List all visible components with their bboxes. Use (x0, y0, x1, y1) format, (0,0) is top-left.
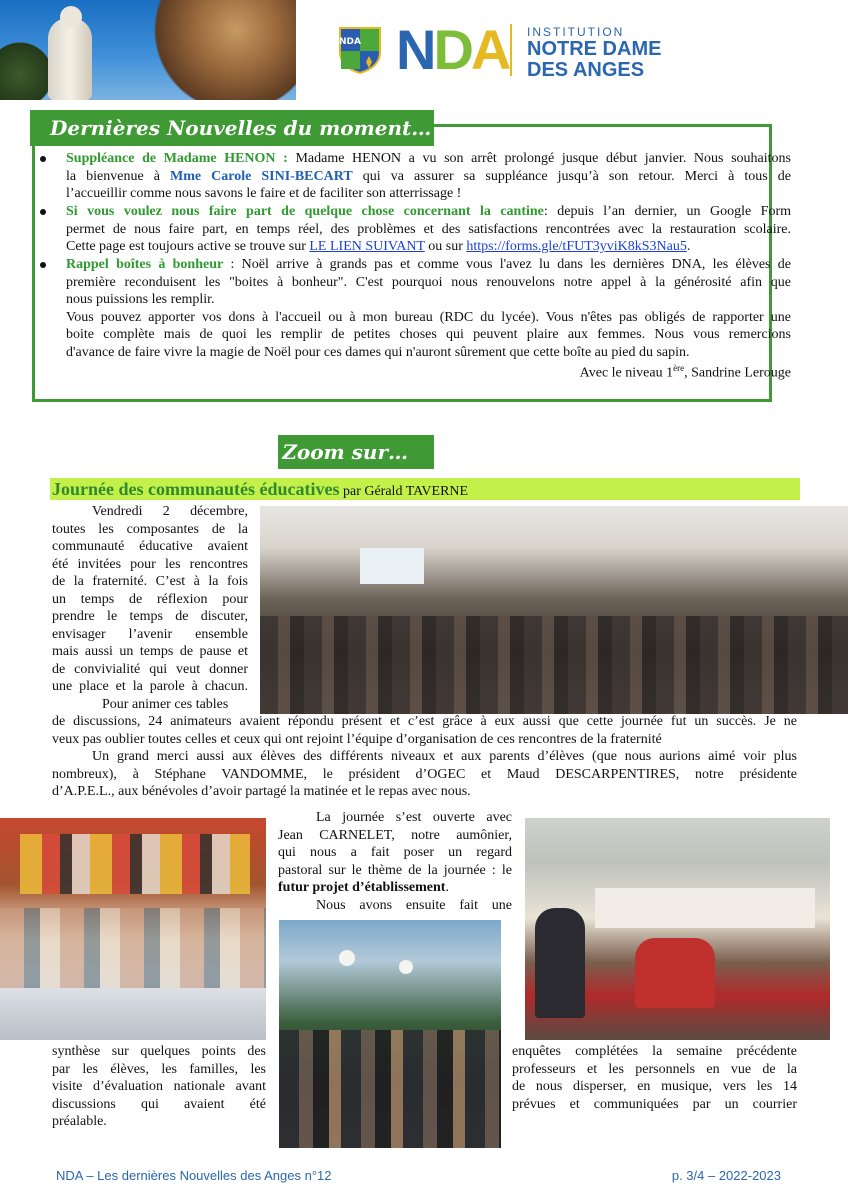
form-link[interactable]: https://forms.gle/tFUT3yviK8kS3Nau5 (466, 239, 687, 254)
article-line: par les élèves, les familles, les (52, 1061, 266, 1077)
news-line (66, 238, 791, 256)
highlight-text: Mme Carole SINI-BECART (170, 168, 353, 184)
svg-text:NDA: NDA (339, 37, 361, 47)
body-text: : Noël arrive à grands pas et comme vous l'avez lu dans les dernières DNA, les élèves de (223, 257, 791, 272)
article-line: discussions qui avaient été (52, 1096, 266, 1112)
news-line (66, 326, 791, 344)
bullet-icon (40, 209, 48, 217)
article-line: La journée s’est ouverte avec (316, 810, 512, 825)
news-line (66, 256, 791, 274)
article-line: de nous disperser, en musique, vers les 14 (512, 1079, 797, 1094)
article-line: Vendredi 2 décembre, (92, 504, 248, 519)
news-item (66, 203, 791, 256)
body-text: la bienvenue à (66, 168, 171, 184)
body-text: qui va assurer sa suppléance jusqu’à son retour. Merci à tous de (352, 168, 791, 184)
body-text: Vous pouvez apporter vos dons à l'accueil ou à mon bureau (RDC du lycée). Vous n'êtes pas obligés de rapporter une (66, 309, 791, 325)
article-line: une place et la parole à chacun. (52, 679, 248, 694)
article-line-bold: futur projet d’établissement. (278, 880, 449, 895)
body-text: Madame HENON a vu son arrêt prolongé jusque début janvier. Nous souhaitons (287, 151, 791, 166)
body-text: boite complète mais de quoi les remplir de petites choses qui peuvent plaire aux femmes. Nous vous remercions (66, 327, 791, 342)
article-line: de convivialité qui veut donner (52, 661, 248, 677)
body-text: Cette page est toujours active se trouve sur (66, 239, 310, 254)
article-line: envisager l’avenir ensemble (52, 626, 248, 642)
news-line (66, 203, 791, 221)
photo-discussion-table (0, 818, 266, 1040)
article-line: été invitées pour les rencontres (52, 556, 248, 572)
article-line: qui nous a fait poser un regard (278, 845, 512, 860)
institution-line1: INSTITUTION (527, 25, 625, 39)
article-line: nombreux), à Stéphane VANDOMME, le président d’OGEC et Maud DESCARPENTIRES, notre présidente (52, 766, 797, 782)
article-line: enquêtes complétées la semaine précédente (512, 1044, 797, 1059)
article-line: veux pas oublier toutes celles et ceux qui ont rejoint l’équipe d’organisation de ces rencontres de la fraternité (52, 731, 662, 747)
highlight-text: Si vous voulez nous faire part de quelque chose concernant la cantine (66, 204, 544, 219)
news-line (66, 344, 791, 362)
body-text: l’accueillir comme nous savons le faire et de faciliter son atterrissage ! (66, 186, 462, 201)
article-line: mais aussi un temps de pause et (52, 644, 248, 659)
institution-line2: NOTRE DAME (527, 38, 662, 60)
news-line (66, 150, 791, 168)
body-text: . (686, 239, 691, 254)
news-line (66, 168, 791, 186)
form-link[interactable]: LE LIEN SUIVANT (309, 239, 425, 254)
article-line: Pour animer ces tables (102, 696, 229, 712)
header-photo-statue (0, 0, 296, 100)
news-line (66, 185, 791, 203)
highlight-text: Suppléance de Madame HENON : (66, 151, 288, 166)
footer-newsletter-title: NDA – Les dernières Nouvelles des Anges n°12 (56, 1168, 332, 1183)
body-text: d'avance de faire vivre la magie de Noël pour ces dames qui n'auront sûrement que cette boîte au pied du sapin. (66, 344, 690, 360)
article-line: Un grand merci aussi aux élèves des différents niveaux et aux parents d’élèves (que nous aurions aimé voir plus (92, 749, 797, 764)
body-text: nous puissions les remplir. (66, 292, 215, 307)
body-text: : depuis l’an dernier, un Google Form (543, 204, 791, 219)
body-text: permet de nous faire part, en temps réel, des problèmes et des satisfactions rencontrées avec la restauration scolaire. (66, 221, 791, 237)
body-text: première reconduisent les "boites à bonheur". C'est pourquoi nous renouvelons notre appel à la générosité afin que (66, 274, 791, 290)
news-line (66, 274, 791, 292)
article-line: professeurs et les personnels en vue de la (512, 1061, 797, 1077)
highlight-text: Rappel boîtes à bonheur (66, 257, 224, 272)
logo-separator (510, 24, 512, 76)
article-title: Journée des communautés éducatives par Gérald TAVERNE (52, 479, 469, 499)
bullet-icon (40, 156, 48, 164)
photo-round-table (525, 818, 830, 1040)
news-section-title: Dernières Nouvelles du moment… (30, 110, 434, 146)
body-text: ou sur (424, 239, 467, 254)
article-line: synthèse sur quelques points des (52, 1044, 266, 1059)
institution-line3: DES ANGES (527, 59, 645, 81)
institution-name (527, 26, 661, 81)
news-line (66, 291, 791, 309)
article-line: prendre le temps de discuter, (52, 609, 248, 624)
zoom-section-title: Zoom sur… (278, 435, 434, 469)
news-line (66, 221, 791, 239)
article-line: pastoral sur le thème de la journée : le (278, 862, 512, 878)
article-byline: par Gérald TAVERNE (339, 484, 469, 499)
bullet-icon (40, 262, 48, 270)
article-line: un temps de réflexion pour (52, 591, 248, 607)
crest-logo (338, 26, 382, 74)
article-line: Nous avons ensuite fait une (316, 897, 512, 913)
article-line: toutes les composantes de la (52, 521, 248, 537)
photo-conference-room (260, 506, 848, 714)
news-item (66, 150, 791, 203)
article-line: visite d’évaluation nationale avant (52, 1079, 266, 1094)
article-line: préalable. (52, 1114, 107, 1129)
news-signature: Avec le niveau 1ère, Sandrine Lerouge (579, 363, 791, 381)
news-item (66, 256, 791, 361)
article-line: d’A.P.E.L., aux bénévoles d’avoir partagé la matinée et le repas avec nous. (52, 784, 471, 799)
article-line: prévues et communiquées par un courrier (512, 1096, 797, 1112)
article-line: Jean CARNELET, notre aumônier, (278, 827, 512, 843)
article-line: communauté éducative avaient (52, 539, 248, 554)
photo-lunch-crowd (279, 920, 501, 1148)
article-line: de discussions, 24 animateurs avaient répondu présent et c’est grâce à eux aussi que cette journée fut un succès. Je ne (52, 714, 797, 729)
news-line (66, 309, 791, 327)
footer-page-number: p. 3/4 – 2022-2023 (671, 1168, 781, 1183)
logo-nda: NDA (396, 18, 509, 81)
article-line: de la fraternité. C’est à la fois (52, 574, 248, 589)
